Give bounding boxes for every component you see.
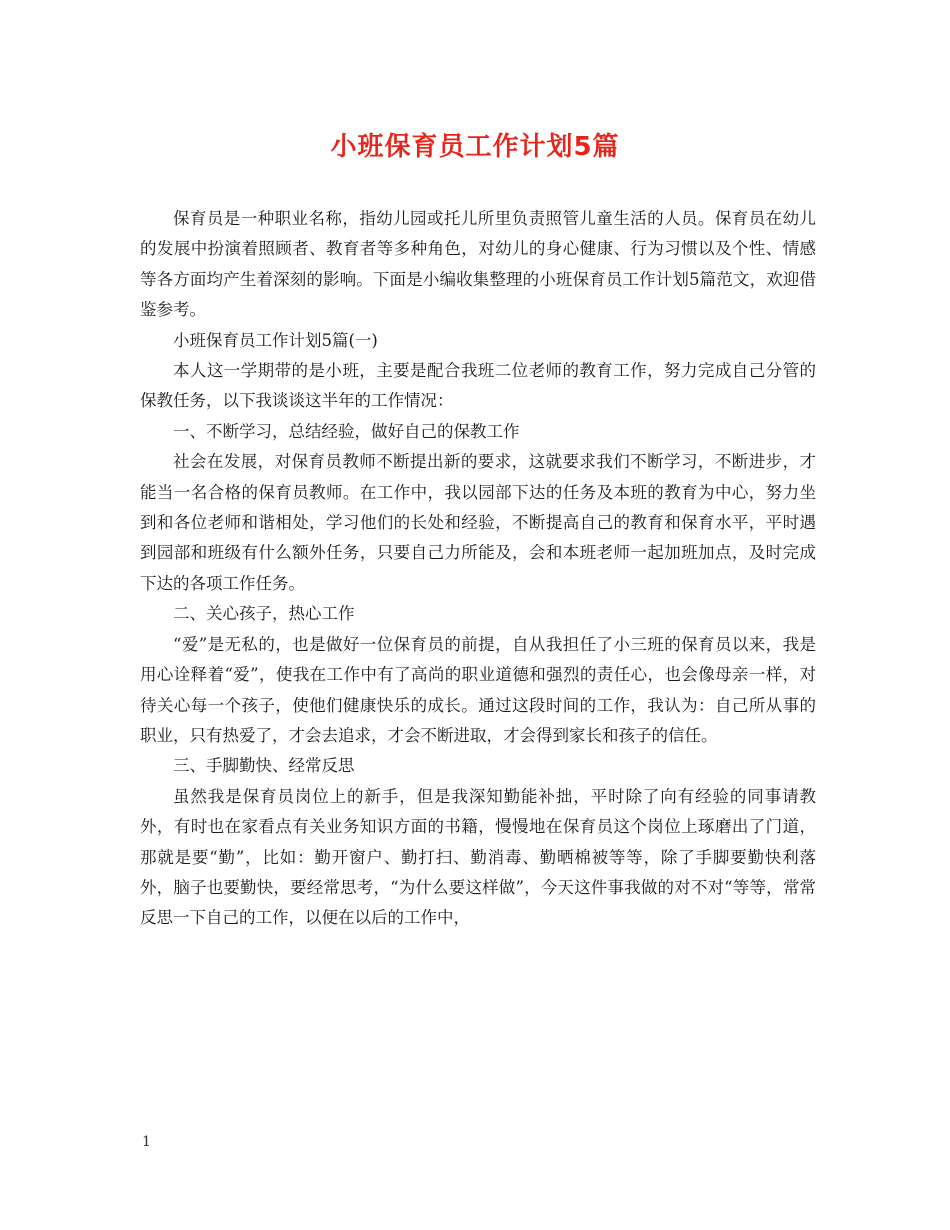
subheading-learning: 一、不断学习，总结经验，做好自己的保教工作 [173, 421, 520, 441]
paragraph-care: “爱”是无私的，也是做好一位保育员的前提，自从我担任了小三班的保育员以来，我是用心诠释着“爱”，使我在工作中有了高尚的职业道德和强烈的责任心，也会像母亲一样，对待关心每一个孩子，使他们健康快乐的成长。通过这段时间的工作，我认为：自己所从事的职业，只有热爱了，才会去追求，才会不断进取，才会得到家长和孩子的信任。 [140, 634, 816, 745]
subheading-care: 二、关心孩子，热心工作 [173, 604, 355, 624]
section-heading-part-one: 小班保育员工作计划5篇(一) [173, 330, 378, 350]
document-body [140, 204, 816, 934]
subheading-diligence: 三、手脚勤快、经常反思 [173, 756, 355, 776]
paragraph-learning: 社会在发展，对保育员教师不断提出新的要求，这就要求我们不断学习，不断进步，才能当一名合格的保育员教师。在工作中，我以园部下达的任务及本班的教育为中心，努力坐到和各位老师和谐相处，学习他们的长处和经验，不断提高自己的教育和保育水平，平时遇到园部和班级有什么额外任务，只要自己力所能及，会和本班老师一起加班加点，及时完成下达的各项工作任务。 [140, 452, 816, 593]
document-title: 小班保育员工作计划5篇 [330, 132, 620, 162]
page-number: 1 [142, 1134, 151, 1150]
paragraph-diligence: 虽然我是保育员岗位上的新手，但是我深知勤能补拙，平时除了向有经验的同事请教外，有时也在家看点有关业务知识方面的书籍，慢慢地在保育员这个岗位上琢磨出了门道，那就是要“勤”，比如：勤开窗户、勤打扫、勤消毒、勤晒棉被等等，除了手脚要勤快利落外，脑子也要勤快，要经常思考，“为什么要这样做”，今天这件事我做的对不对“等等，常常反思一下自己的工作，以便在以后的工作中， [140, 786, 816, 928]
paragraph-part-one-intro: 本人这一学期带的是小班，主要是配合我班二位老师的教育工作，努力完成自己分管的保教任务，以下我谈谈这半年的工作情况： [140, 361, 816, 411]
paragraph-intro: 保育员是一种职业名称，指幼儿园或托儿所里负责照管儿童生活的人员。保育员在幼儿的发展中扮演着照顾者、教育者等多种角色，对幼儿的身心健康、行为习惯以及个性、情感等各方面均产生着深刻的影响。下面是小编收集整理的小班保育员工作计划5篇范文，欢迎借鉴参考。 [140, 209, 816, 320]
